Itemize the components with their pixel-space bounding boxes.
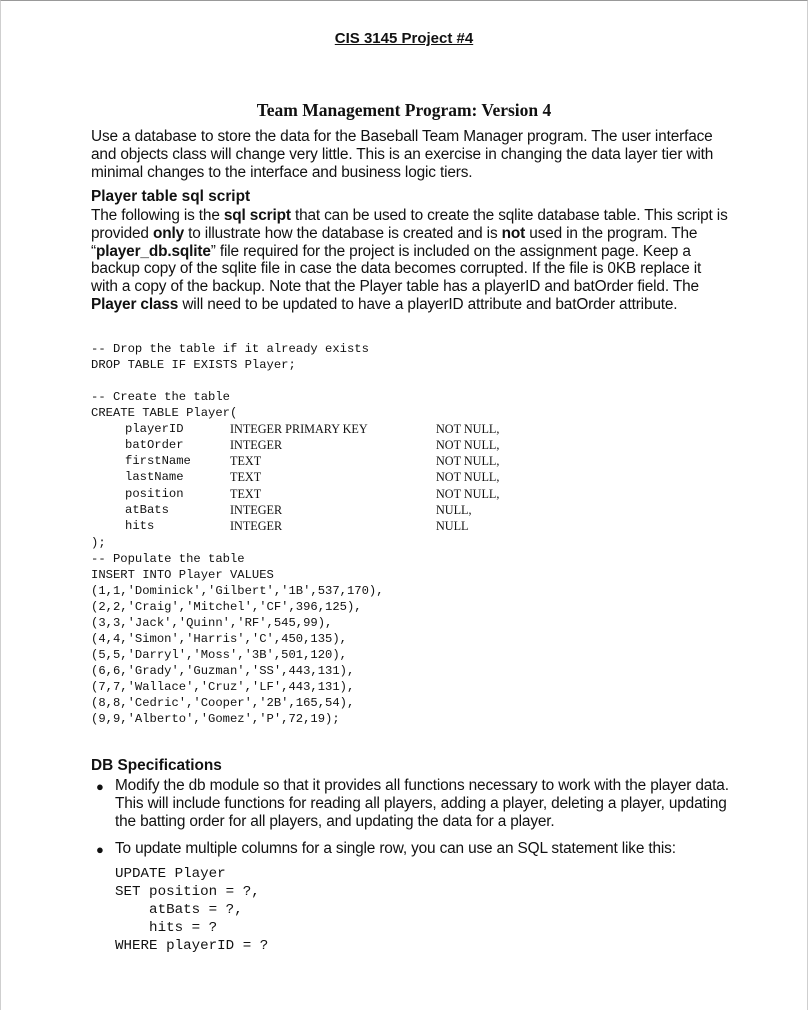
sql-drop-comment: -- Drop the table if it already exists	[91, 342, 369, 356]
column-type: INTEGER	[230, 519, 283, 533]
column-null: NULL	[436, 519, 469, 533]
column-name: atBats	[125, 503, 169, 517]
bullet-icon: ●	[96, 842, 104, 857]
insert-row: (5,5,'Darryl','Moss','3B',501,120),	[91, 648, 347, 662]
insert-row: (3,3,'Jack','Quinn','RF',545,99),	[91, 616, 333, 630]
column-type: TEXT	[230, 487, 262, 501]
player-table-paragraph: The following is the sql script that can be used to create the sqlite database table. This script is provided only to illustrate how the database is created and is not used in the program. The “player_db.sqlite” file required for the project is included on the assignment page. Keep a backup copy of the sqlite file in case the data becomes corrupted. If the file is 0KB replace it with a copy of the backup. Note that the Player table has a playerID and batOrder field. The Player class will need to be updated to have a playerID attribute and batOrder attribute.	[91, 207, 728, 313]
page-header: CIS 3145 Project #4	[334, 30, 474, 47]
column-type: TEXT	[230, 454, 262, 468]
column-type: TEXT	[230, 470, 262, 484]
column-type: INTEGER	[230, 503, 283, 517]
insert-row: (9,9,'Alberto','Gomez','P',72,19);	[91, 712, 340, 726]
update-code-line: WHERE playerID = ?	[115, 938, 269, 954]
db-specs-heading: DB Specifications	[91, 757, 222, 774]
column-null: NOT NULL,	[436, 454, 500, 468]
intro-paragraph: Use a database to store the data for the Baseball Team Manager program. The user interface and objects class will change very little. This is an exercise in changing the data layer tier with minimal changes to the interface and business logic tiers.	[91, 128, 714, 181]
sql-create-comment: -- Create the table	[91, 390, 230, 404]
column-type: INTEGER	[230, 438, 283, 452]
sql-insert-statement: INSERT INTO Player VALUES	[91, 568, 274, 582]
update-code-line: atBats = ?,	[115, 902, 243, 918]
sql-populate-comment: -- Populate the table	[91, 552, 245, 566]
column-name: position	[125, 487, 184, 501]
db-specs-bullet-2: To update multiple columns for a single row, you can use an SQL statement like this:	[115, 840, 676, 857]
insert-row: (4,4,'Simon','Harris','C',450,135),	[91, 632, 347, 646]
bullet-icon: ●	[96, 779, 104, 794]
sql-create-close: );	[91, 536, 106, 550]
column-name: hits	[125, 519, 155, 533]
insert-row: (2,2,'Craig','Mitchel','CF',396,125),	[91, 600, 362, 614]
db-specs-bullet-1: Modify the db module so that it provides all functions necessary to work with the player data. This will include functions for reading all players, adding a player, deleting a player, updating the batting order for all players, and updating the data for a player.	[115, 777, 729, 830]
column-name: playerID	[125, 422, 184, 436]
column-null: NOT NULL,	[436, 470, 500, 484]
player-table-heading: Player table sql script	[91, 188, 251, 205]
column-null: NOT NULL,	[436, 487, 500, 501]
sql-drop-statement: DROP TABLE IF EXISTS Player;	[91, 358, 296, 372]
update-code-line: UPDATE Player	[115, 866, 226, 882]
sql-create-statement: CREATE TABLE Player(	[91, 406, 238, 420]
column-null: NOT NULL,	[436, 438, 500, 452]
update-code-line: SET position = ?,	[115, 884, 260, 900]
column-null: NOT NULL,	[436, 422, 500, 436]
insert-row: (7,7,'Wallace','Cruz','LF',443,131),	[91, 680, 355, 694]
column-type: INTEGER PRIMARY KEY	[230, 422, 368, 436]
column-name: firstName	[125, 454, 191, 468]
column-name: lastName	[125, 470, 184, 484]
insert-row: (8,8,'Cedric','Cooper','2B',165,54),	[91, 696, 355, 710]
update-code-line: hits = ?	[115, 920, 218, 936]
insert-row: (6,6,'Grady','Guzman','SS',443,131),	[91, 664, 355, 678]
column-name: batOrder	[125, 438, 184, 452]
column-null: NULL,	[436, 503, 472, 517]
document-title: Team Management Program: Version 4	[256, 100, 552, 120]
insert-row: (1,1,'Dominick','Gilbert','1B',537,170),	[91, 584, 384, 598]
